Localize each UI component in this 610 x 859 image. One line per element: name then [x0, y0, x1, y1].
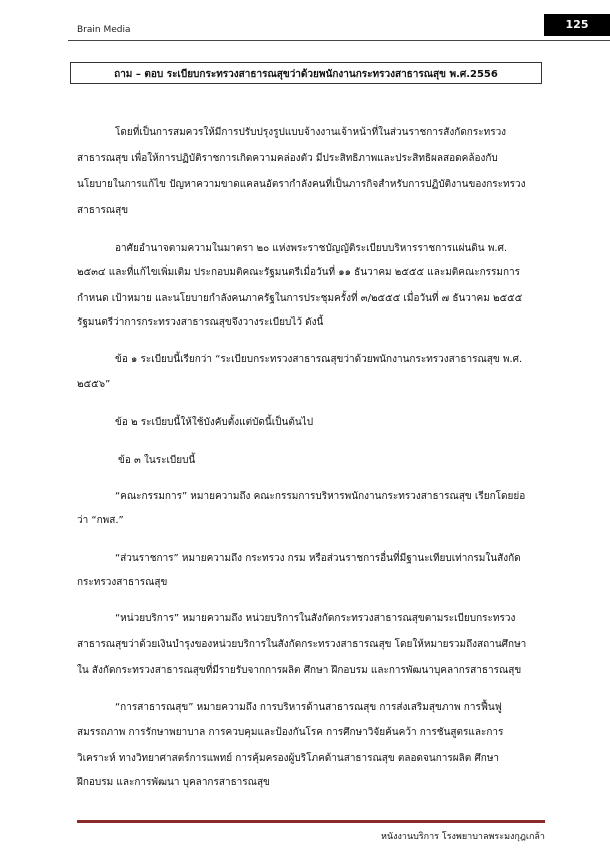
- text-line: ๒๕๕๖”: [77, 379, 111, 390]
- text-line: กำหนด เป้าหมาย และนโยบายกำลังคนภาครัฐในการประชุมครั้งที่ ๓/๒๕๕๕ เมื่อวันที่ ๗ ธันวาคม ๒๕๕๕: [77, 293, 523, 304]
- text-line: โดยที่เป็นการสมควรให้มีการปรับปรุงรูปแบบจ้างงานเจ้าหน้าที่ในส่วนราชการสังกัดกระทรวง: [115, 127, 507, 138]
- text-line: ๒๕๓๔ และที่แก้ไขเพิ่มเติม ประกอบมติคณะรัฐมนตรีเมื่อวันที่ ๑๑ ธันวาคม ๒๕๕๕ และมติคณะกรรมการ: [77, 267, 521, 278]
- text-line: สมรรถภาพ การรักษาพยาบาล การควบคุมและป้องกันโรค การศึกษาวิจัยค้นคว้า การชันสูตรและการ: [77, 727, 504, 738]
- text-line: สาธารณสุข เพื่อให้การปฏิบัติราชการเกิดความคล่องตัว มีประสิทธิภาพและประสิทธิผลสอดคล้องกับ: [77, 153, 498, 164]
- title-box: [70, 62, 542, 84]
- text-line: สาธารณสุข: [77, 205, 129, 216]
- header-divider: [68, 40, 610, 41]
- text-line: “การสาธารณสุข” หมายความถึง การบริหารด้านสาธารณสุข การส่งเสริมสุขภาพ การฟื้นฟู: [115, 702, 502, 713]
- text-line: รัฐมนตรีว่าการกระทรวงสาธารณสุขจึงวางระเบียบไว้ ดังนี้: [77, 317, 324, 328]
- page-number-badge: [544, 14, 610, 36]
- text-line: “ส่วนราชการ” หมายความถึง กระทรวง กรม หรือส่วนราชการอื่นที่มีฐานะเทียบเท่ากรมในสังกัด: [115, 553, 521, 564]
- footer-divider: [77, 820, 545, 823]
- text-line: วิเคราะห์ ทางวิทยาศาสตร์การแพทย์ การคุ้มครองผู้บริโภคด้านสาธารณสุข ตลอดจนการผลิต ศึกษา: [77, 753, 500, 764]
- text-line: ข้อ ๓ ในระเบียบนี้: [118, 455, 196, 466]
- text-line: ข้อ ๒ ระเบียบนี้ให้ใช้บังคับตั้งแต่บัดนี้เป็นต้นไป: [115, 417, 314, 428]
- text-line: นโยบายในการแก้ไข ปัญหาความขาดแคลนอัตรากำลังคนที่เป็นภารกิจสำหรับการปฏิบัติงานของกระทรวง: [77, 179, 526, 190]
- text-line: “คณะกรรมการ” หมายความถึง คณะกรรมการบริหารพนักงานกระทรวงสาธารณสุข เรียกโดยย่อ: [115, 491, 526, 502]
- document-title: ถาม – ตอบ ระเบียบกระทรวงสาธารณสุขว่าด้วยพนักงานกระทรวงสาธารณสุข พ.ศ.2556: [114, 69, 498, 80]
- page-number: 125: [565, 18, 589, 31]
- text-line: ว่า “กพส.”: [77, 515, 124, 526]
- text-line: อาศัยอำนาจตามความในมาตรา ๒๐ แห่งพระราชบัญญัติระเบียบบริหารราชการแผ่นดิน พ.ศ.: [115, 243, 508, 254]
- brand-label: Brain Media: [77, 25, 131, 35]
- text-line: ฝึกอบรม และการพัฒนา บุคลากรสาธารณสุข: [77, 777, 270, 788]
- text-line: ใน สังกัดกระทรวงสาธารณสุขที่มีรายรับจากการผลิต ศึกษา ฝึกอบรม และการพัฒนาบุคลากรสาธารณสุข: [77, 665, 522, 676]
- text-line: ข้อ ๑ ระเบียบนี้เรียกว่า “ระเบียบกระทรวงสาธารณสุขว่าด้วยพนักงานกระทรวงสาธารณสุข พ.ศ.: [115, 354, 523, 365]
- text-line: กระทรวงสาธารณสุข: [77, 577, 168, 588]
- text-line: “หน่วยบริการ” หมายความถึง หน่วยบริการในสังกัดกระทรวงสาธารณสุขตามระเบียบกระทรวง: [115, 613, 516, 624]
- text-line: สาธารณสุขว่าด้วยเงินบำรุงของหน่วยบริการในสังกัดกระทรวงสาธารณสุข โดยให้หมายรวมถึงสถานศึกษา: [77, 639, 527, 650]
- footer-text: หนังงานบริการ โรงพยาบาลพระมงกุฎเกล้า: [381, 832, 545, 842]
